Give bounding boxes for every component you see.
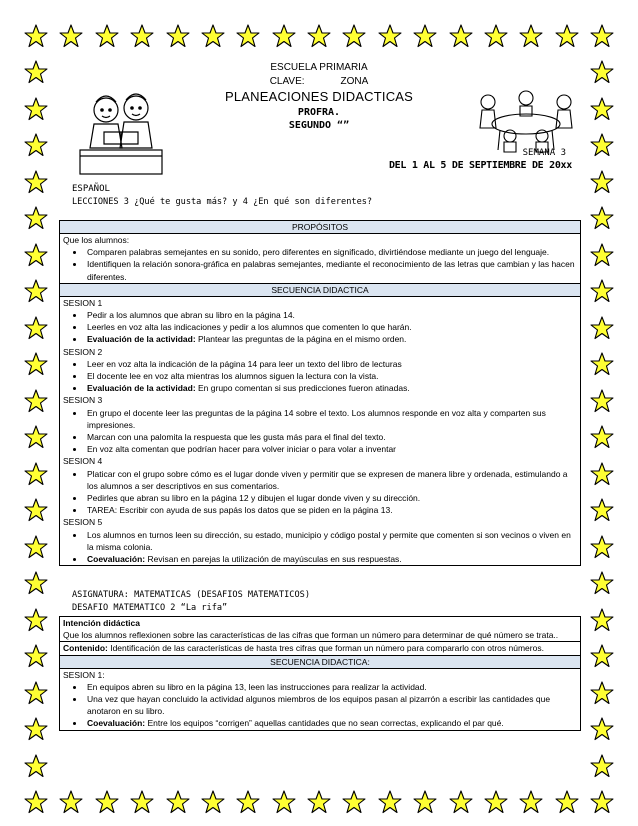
list-item-text: Leer en voz alta la indicación de la página 14 para leer un texto del libro de lecturas	[87, 358, 402, 369]
list-item-text: Pedirles que abran su libro en la página 12 y dibujen el lugar donde viven y su dirección.	[87, 493, 421, 504]
school-name: ESCUELA PRIMARIA	[270, 62, 368, 73]
list-item-strong: Evaluación de la actividad:	[87, 334, 196, 345]
list-item-text: Pedir a los alumnos que abran su libro en la página 14.	[87, 310, 295, 321]
star-icon	[307, 790, 331, 814]
list-item	[85, 553, 577, 565]
star-icon	[24, 389, 48, 413]
star-icon	[378, 790, 402, 814]
star-icon	[590, 644, 614, 668]
semana-label: SEMANA 3	[522, 148, 566, 158]
contenido-row	[60, 642, 580, 655]
star-icon	[590, 462, 614, 486]
list-item-text: Entre los equipos “corrigen” aquellas cantidades que no sean correctas, explicando el par qué.	[145, 718, 504, 729]
star-icon	[24, 425, 48, 449]
matematicas-desafio: DESAFIO MATEMATICO 2 “La rifa”	[72, 603, 228, 613]
proposito-item: • Identifiquen la relación sonora-gráfica en palabras semejantes, mediante el reconocimiento de las letras que cambian y las hacen diferentes.	[85, 258, 577, 282]
list-item-text: El docente lee en voz alta mientras los alumnos siguen la lectura con la vista.	[87, 371, 379, 382]
list-item	[85, 468, 577, 492]
list-item	[85, 333, 577, 345]
list-item-text: Los alumnos en turnos leen su dirección, su estado, municipio y código postal y permite que comenten si son vecinos o viven en la misma colonia.	[87, 529, 571, 552]
sesiones-section	[60, 297, 580, 565]
fechas-label: DEL 1 AL 5 DE SEPTIEMBRE DE 20xx	[388, 160, 572, 171]
star-icon	[130, 790, 154, 814]
star-icon	[236, 790, 260, 814]
list-item-text: Leerles en voz alta las indicaciones y pedir a los alumnos que comenten lo que harán.	[87, 322, 412, 333]
star-icon	[590, 389, 614, 413]
list-item-text: En voz alta comentan que podrían hacer para volver iniciar o para volar a inventar	[87, 444, 397, 455]
list-item	[85, 382, 577, 394]
mat-secuencia-header: SECUENCIA DIDACTICA:	[60, 656, 580, 669]
star-icon	[590, 170, 614, 194]
matematicas-table	[59, 616, 581, 731]
page-title: PLANEACIONES DIDACTICAS	[224, 89, 414, 104]
star-icon	[590, 717, 614, 741]
sesion-title: SESION 4	[63, 456, 103, 467]
intencion-text: Que los alumnos reflexionen sobre las características de las cifras que forman un número para determinar de qué número se trata..	[63, 630, 559, 641]
star-icon	[519, 24, 543, 48]
star-icon	[449, 24, 473, 48]
star-icon	[130, 24, 154, 48]
list-item	[85, 529, 577, 553]
star-icon	[201, 24, 225, 48]
list-item	[85, 370, 577, 382]
list-item-strong: Coevaluación:	[87, 554, 146, 565]
list-item-text: Platicar con el grupo sobre cómo es el lugar donde viven y permitir que se expresen de manera libre y ordenada, estimulando a los alumnos a ser descriptivos en sus comentarios.	[87, 468, 568, 491]
list-item	[85, 504, 577, 516]
list-item-text: En grupo el docente leer las preguntas de la página 14 sobre el texto. Los alumnos responde en voz alta y comparten sus impresiones.	[87, 407, 546, 430]
list-item-text: En equipos abren su libro en la página 13, leen las instrucciones para realizar la actividad.	[87, 681, 427, 692]
list-item-text: TAREA: Escribir con ayuda de sus papás los datos que se piden en la página 13.	[87, 505, 393, 516]
zona-label: ZONA	[340, 76, 369, 87]
sesion-list	[63, 407, 577, 456]
star-icon	[590, 279, 614, 303]
propositos-section	[60, 234, 580, 283]
star-icon	[590, 206, 614, 230]
star-icon	[95, 790, 119, 814]
list-item	[85, 321, 577, 333]
star-icon	[590, 535, 614, 559]
star-icon	[24, 133, 48, 157]
list-item	[85, 693, 577, 717]
star-icon	[484, 790, 508, 814]
star-icon	[555, 790, 579, 814]
star-icon	[24, 498, 48, 522]
star-icon	[24, 790, 48, 814]
contenido-label: Contenido:	[63, 643, 108, 654]
list-item-text: Revisan en parejas la utilización de mayúsculas en sus respuestas.	[145, 554, 402, 565]
star-icon	[342, 790, 366, 814]
star-icon	[590, 316, 614, 340]
grado-label: SEGUNDO “”	[288, 120, 350, 131]
star-icon	[272, 790, 296, 814]
list-item	[85, 717, 577, 729]
clave-zona-line	[0, 76, 638, 87]
star-icon	[484, 24, 508, 48]
espanol-table	[59, 220, 581, 566]
star-icon	[590, 243, 614, 267]
star-icon	[307, 24, 331, 48]
intencion-label: Intención didáctica	[63, 618, 140, 628]
mat-sesion-title: SESION 1:	[63, 669, 105, 680]
star-icon	[24, 754, 48, 778]
star-icon	[590, 790, 614, 814]
star-icon	[378, 24, 402, 48]
star-icon	[24, 681, 48, 705]
star-icon	[24, 352, 48, 376]
star-icon	[413, 790, 437, 814]
list-item-text: Plantear las preguntas de la página en el mismo orden.	[195, 334, 407, 345]
sesion-list	[63, 309, 577, 346]
star-icon	[590, 681, 614, 705]
star-icon	[555, 24, 579, 48]
sesion-title: SESION 1	[63, 297, 103, 308]
matematicas-asignatura: ASIGNATURA: MATEMATICAS (DESAFIOS MATEMATICOS)	[72, 590, 310, 600]
star-icon	[24, 24, 48, 48]
list-item	[85, 407, 577, 431]
star-icon	[413, 24, 437, 48]
contenido-text: Identificación de las características de hasta tres cifras que forman un número para compararlo con otros números.	[107, 643, 544, 654]
star-icon	[24, 206, 48, 230]
star-icon	[236, 24, 260, 48]
list-item	[85, 358, 577, 370]
list-item	[85, 443, 577, 455]
list-item	[85, 492, 577, 504]
mat-items-list	[63, 681, 577, 730]
star-icon	[590, 352, 614, 376]
list-item-text: Marcan con una palomita la respuesta que les gusta más para el final del texto.	[87, 432, 386, 443]
star-icon	[24, 608, 48, 632]
propositos-list	[63, 246, 577, 283]
list-item-strong: Evaluación de la actividad:	[87, 383, 196, 394]
star-icon	[519, 790, 543, 814]
secuencia-header: SECUENCIA DIDACTICA	[60, 283, 580, 297]
star-icon	[24, 170, 48, 194]
star-icon	[590, 608, 614, 632]
star-icon	[590, 24, 614, 48]
intencion-row	[60, 617, 580, 642]
star-icon	[24, 717, 48, 741]
star-icon	[24, 243, 48, 267]
espanol-title: ESPAÑOL	[72, 184, 110, 194]
sesion-list	[63, 358, 577, 395]
star-icon	[449, 790, 473, 814]
list-item-strong: Coevaluación:	[87, 718, 146, 729]
espanol-lecciones: LECCIONES 3 ¿Qué te gusta más? y 4 ¿En qué son diferentes?	[72, 197, 373, 207]
propositos-intro: Que los alumnos:	[63, 235, 130, 245]
mat-sesion-section	[60, 669, 580, 730]
list-item	[85, 681, 577, 693]
list-item-text: En grupo comentan si sus predicciones fueron atinadas.	[195, 383, 410, 394]
list-item	[85, 309, 577, 321]
sesion-list	[63, 468, 577, 517]
star-icon	[24, 279, 48, 303]
star-icon	[166, 24, 190, 48]
propositos-header: PROPÓSITOS	[60, 221, 580, 234]
star-icon	[95, 24, 119, 48]
star-icon	[24, 644, 48, 668]
list-item-text: Una vez que hayan concluido la actividad algunos miembros de los equipos pasan al pizarrón a escribir las cantidades que anotaron en su libro.	[87, 694, 551, 717]
star-icon	[59, 790, 83, 814]
sesion-title: SESION 2	[63, 346, 103, 357]
proposito-item: • Comparen palabras semejantes en su sonido, pero diferentes en significado, divirtiéndose mediante un juego del lenguaje.	[85, 246, 577, 258]
sesion-list	[63, 529, 577, 566]
star-icon	[590, 133, 614, 157]
star-icon	[590, 498, 614, 522]
star-icon	[201, 790, 225, 814]
sesion-title: SESION 5	[63, 517, 103, 528]
clave-label: CLAVE:	[269, 76, 305, 87]
star-icon	[166, 790, 190, 814]
star-icon	[590, 754, 614, 778]
star-icon	[24, 316, 48, 340]
list-item	[85, 431, 577, 443]
star-icon	[272, 24, 296, 48]
sesion-title: SESION 3	[63, 395, 103, 406]
star-icon	[342, 24, 366, 48]
star-icon	[590, 425, 614, 449]
star-icon	[24, 571, 48, 595]
star-icon	[24, 462, 48, 486]
profra-label: PROFRA.	[297, 107, 341, 118]
star-icon	[24, 535, 48, 559]
star-icon	[59, 24, 83, 48]
star-icon	[590, 571, 614, 595]
